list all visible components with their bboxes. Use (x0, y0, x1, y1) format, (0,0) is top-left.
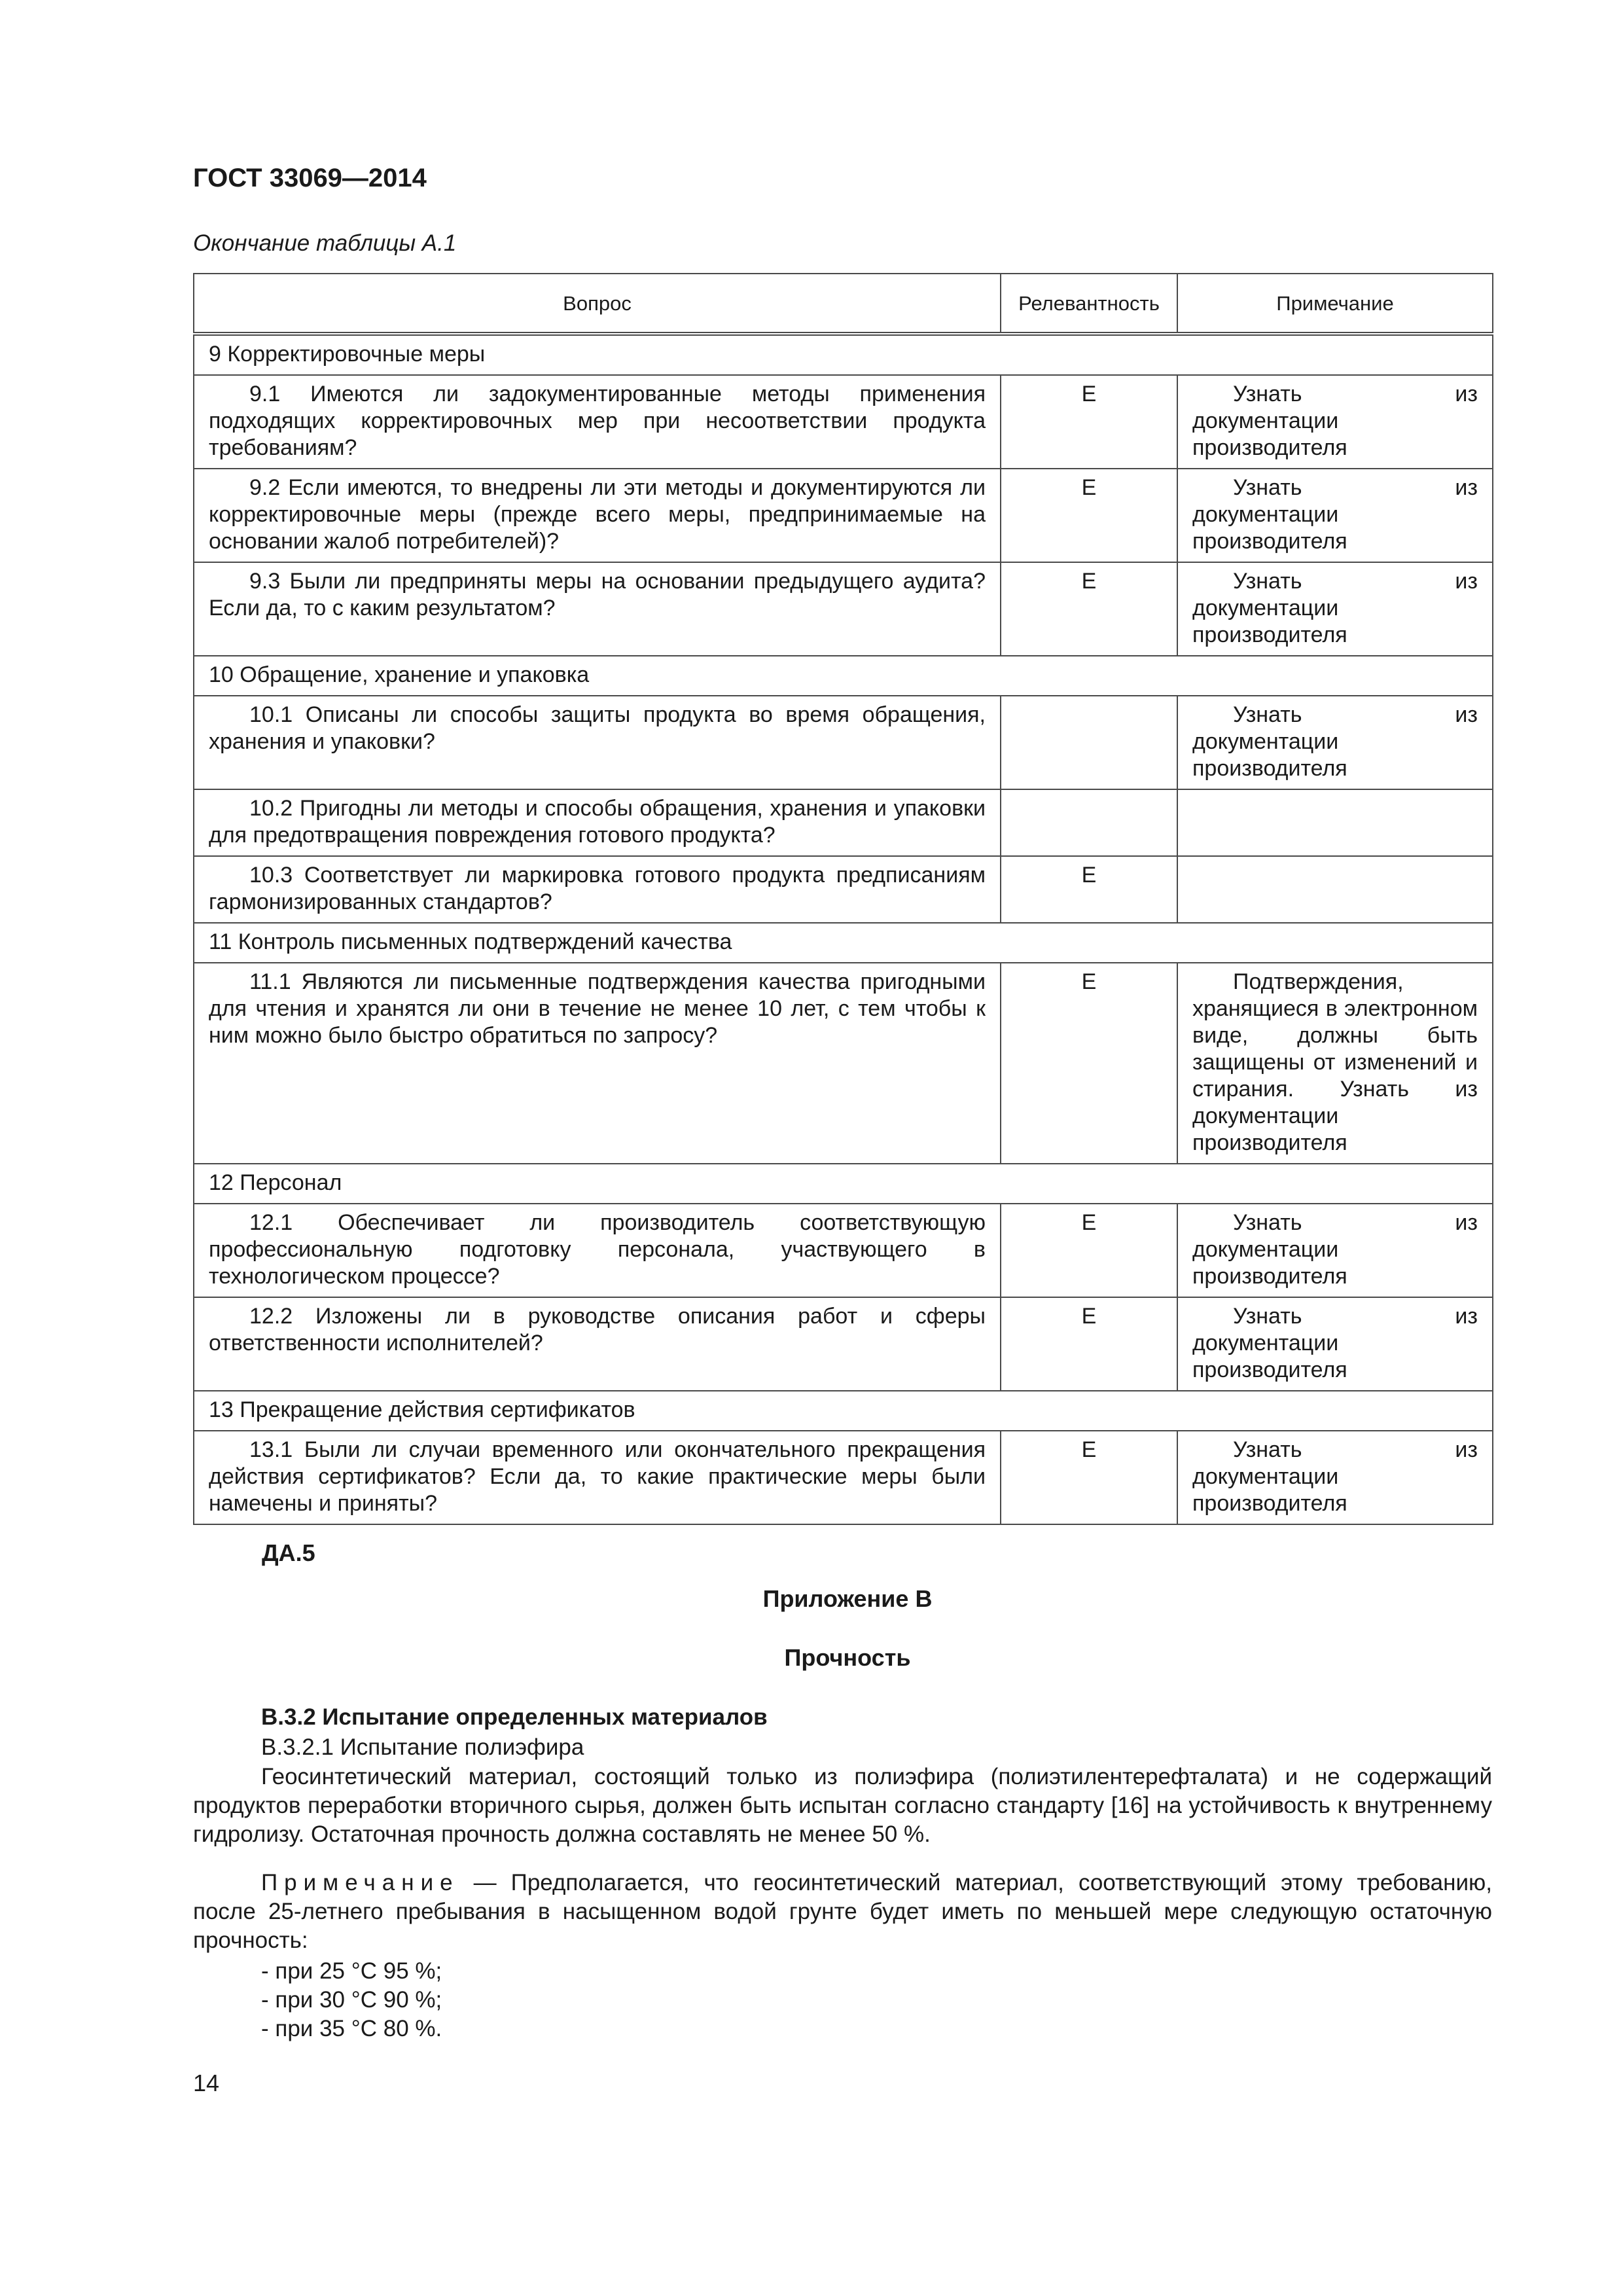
relevance-cell: E (1001, 375, 1177, 469)
question-text: 9.2 Если имеются, то внедрены ли эти методы и документируются ли корректировочные меры (прежде всего меры, предпринимаемые на основании жалоб потребителей)? (209, 475, 986, 554)
question-cell (194, 963, 1001, 1164)
question-text: 9.1 Имеются ли задокументированные методы применения подходящих корректировочных мер при несоответствии продукта требованиям? (209, 382, 986, 460)
page-number: 14 (193, 2070, 220, 2096)
column-header-relevance: Релевантность (1001, 274, 1177, 334)
table-row (194, 1431, 1493, 1524)
relevance-cell: E (1001, 963, 1177, 1164)
relevance-cell: E (1001, 469, 1177, 562)
relevance-cell: E (1001, 1297, 1177, 1391)
annex-title: Приложение В (762, 1585, 933, 1612)
annex-subtitle: Прочность (784, 1644, 911, 1671)
question-text: 12.2 Изложены ли в руководстве описания работ и сферы ответственности исполнителей? (209, 1304, 986, 1355)
note-cell-text: Узнать из документации производителя (1192, 1437, 1478, 1516)
strength-list (193, 1957, 1492, 2043)
section-title: 10 Обращение, хранение и упаковка (194, 656, 1493, 696)
audit-table (193, 273, 1493, 1525)
subsection-heading-text: В.3.2.1 Испытание полиэфира (261, 1734, 584, 1760)
section-title: 12 Персонал (194, 1164, 1493, 1204)
note-paragraph (193, 1869, 1492, 1955)
table-section-row (194, 656, 1493, 696)
question-text: 10.2 Пригодны ли методы и способы обращения, хранения и упаковки для предотвращения повреждения готового продукта? (209, 796, 986, 848)
question-cell (194, 696, 1001, 789)
document-code: ГОСТ 33069—2014 (193, 164, 427, 192)
body-paragraph-text: Геосинтетический материал, состоящий только из полиэфира (полиэтилентерефталата) и не содержащий продуктов переработки вторичного сырья, должен быть испытан согласно стандарту [16] на устойчивость к внутреннему гидролизу. Остаточная прочность должна составлять не менее 50 %. (193, 1764, 1492, 1847)
list-item: - при 25 °С 95 %; (261, 1958, 442, 1984)
list-item: - при 30 °С 90 %; (261, 1987, 442, 2013)
note-cell (1177, 789, 1493, 856)
table-section-row (194, 1164, 1493, 1204)
note-cell (1177, 1297, 1493, 1391)
relevance-cell: E (1001, 856, 1177, 923)
note-cell (1177, 1431, 1493, 1524)
note-cell-text: Узнать из документации производителя (1192, 382, 1478, 460)
note-cell-text: Подтверждения, хранящиеся в электронном виде, должны быть защищены от изменений и стирания. Узнать из документации производителя (1192, 969, 1478, 1155)
question-cell (194, 375, 1001, 469)
subsection-heading (193, 1733, 1492, 1762)
relevance-cell (1001, 696, 1177, 789)
table-row (194, 1204, 1493, 1297)
note-cell (1177, 562, 1493, 656)
note-cell (1177, 963, 1493, 1164)
note-cell-text: Узнать из документации производителя (1192, 1304, 1478, 1382)
table-row (194, 856, 1493, 923)
note-cell-text: Узнать из документации производителя (1192, 569, 1478, 647)
table-header-row (194, 274, 1493, 334)
note-cell (1177, 469, 1493, 562)
section-heading (193, 1703, 1492, 1732)
table-section-row (194, 923, 1493, 963)
table-row (194, 375, 1493, 469)
relevance-cell (1001, 789, 1177, 856)
note-cell-text: Узнать из документации производителя (1192, 475, 1478, 554)
table-row (194, 963, 1493, 1164)
relevance-cell: E (1001, 1204, 1177, 1297)
section-title: 9 Корректировочные меры (194, 334, 1493, 375)
question-cell (194, 562, 1001, 656)
question-text: 9.3 Были ли предприняты меры на основании предыдущего аудита? Если да, то с каким результатом? (209, 569, 986, 620)
question-text: 11.1 Являются ли письменные подтверждения качества пригодными для чтения и хранятся ли они в течение не менее 10 лет, с тем чтобы к ним можно было быстро обратиться по запросу? (209, 969, 986, 1048)
question-cell (194, 789, 1001, 856)
question-cell (194, 1297, 1001, 1391)
section-title: 11 Контроль письменных подтверждений качества (194, 923, 1493, 963)
body-paragraph (193, 1763, 1492, 1849)
note-cell (1177, 856, 1493, 923)
question-text: 10.1 Описаны ли способы защиты продукта во время обращения, хранения и упаковки? (209, 702, 986, 754)
column-header-question: Вопрос (194, 274, 1001, 334)
annex-code: ДА.5 (262, 1539, 315, 1566)
note-label: Примечание (261, 1870, 459, 1895)
list-item: - при 35 °С 80 %. (261, 2016, 442, 2041)
note-cell (1177, 1204, 1493, 1297)
question-text: 13.1 Были ли случаи временного или окончательного прекращения действия сертификатов? Если да, то какие практические меры были намечены и приняты? (209, 1437, 986, 1516)
question-cell (194, 856, 1001, 923)
table-row (194, 789, 1493, 856)
question-cell (194, 1431, 1001, 1524)
relevance-cell: E (1001, 1431, 1177, 1524)
relevance-cell: E (1001, 562, 1177, 656)
table-body (194, 334, 1493, 1524)
note-cell-text: Узнать из документации производителя (1192, 1210, 1478, 1289)
table-row (194, 1297, 1493, 1391)
table-row (194, 696, 1493, 789)
section-heading-text: В.3.2 Испытание определенных материалов (261, 1704, 768, 1730)
note-cell (1177, 696, 1493, 789)
note-text: — Предполагается, что геосинтетический материал, соответствующий этому требованию, после 25-летнего пребывания в насыщенном водой грунте будет иметь по меньшей мере следующую остаточную прочность: (193, 1870, 1492, 1953)
table-caption: Окончание таблицы А.1 (193, 230, 457, 256)
question-cell (194, 469, 1001, 562)
question-cell (194, 1204, 1001, 1297)
question-text: 12.1 Обеспечивает ли производитель соответствующую профессиональную подготовку персонала, участвующего в технологическом процессе? (209, 1210, 986, 1289)
table-section-row (194, 334, 1493, 375)
note-cell (1177, 375, 1493, 469)
note-cell-text: Узнать из документации производителя (1192, 702, 1478, 781)
section-title: 13 Прекращение действия сертификатов (194, 1391, 1493, 1431)
table-section-row (194, 1391, 1493, 1431)
table-row (194, 562, 1493, 656)
question-text: 10.3 Соответствует ли маркировка готового продукта предписаниям гармонизированных стандартов? (209, 863, 986, 914)
column-header-note: Примечание (1177, 274, 1493, 334)
table-row (194, 469, 1493, 562)
